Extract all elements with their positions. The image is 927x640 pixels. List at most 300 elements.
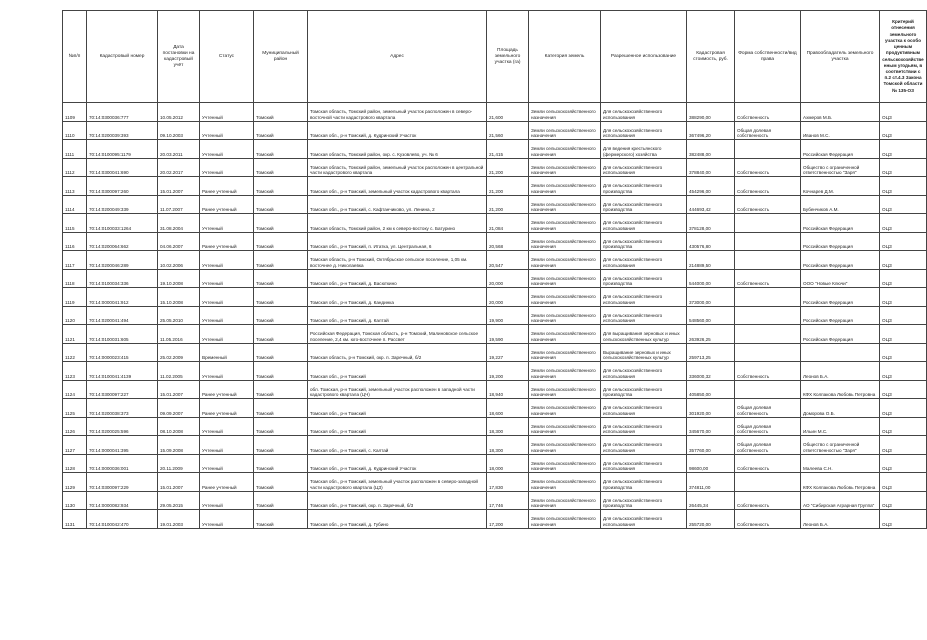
- table-row: [63, 436, 927, 455]
- cell-cadastral-number: 70:14:0200041:494: [87, 306, 158, 325]
- cell-permitted-use: Для сельскохозяйственного использования: [601, 158, 687, 177]
- cell-ownership-form: [735, 232, 801, 251]
- cell-number: 1123: [63, 362, 87, 381]
- cell-permitted-use: Для сельскохозяйственного использования: [601, 399, 687, 418]
- cell-ownership-form: Собственность: [735, 158, 801, 177]
- cell-ownership-form: Собственность: [735, 491, 801, 510]
- cell-registration-date: 15.01.2007: [158, 177, 200, 196]
- cell-status: Учтенный: [200, 288, 254, 307]
- cell-status: Учтенный: [200, 121, 254, 140]
- cell-number: 1128: [63, 454, 87, 473]
- cell-address: Томская обл., р-н Томский, д. Кудринский Участок: [308, 121, 487, 140]
- cell-cadastral-number: 70:14:0200064:662: [87, 232, 158, 251]
- cell-status: Ранее учтенный: [200, 195, 254, 214]
- table-row: [63, 491, 927, 510]
- cell-criterion: ОЦЗ: [880, 140, 927, 159]
- cell-municipal-district: Томский: [254, 417, 308, 436]
- cell-status: Ранее учтенный: [200, 177, 254, 196]
- cell-land-category: Земли сельскохозяйственного назначения: [529, 380, 601, 399]
- cell-ownership-form: [735, 251, 801, 270]
- cell-municipal-district: Томский: [254, 158, 308, 177]
- cell-right-holder: Общество с ограниченной ответственностью "Заря": [801, 436, 880, 455]
- cell-registration-date: 20.03.2011: [158, 140, 200, 159]
- cell-area: 21,560: [487, 121, 529, 140]
- cell-cadastral-value: 454296,00: [687, 177, 735, 196]
- cell-criterion: ОЦЗ: [880, 417, 927, 436]
- cell-land-category: Земли сельскохозяйственного назначения: [529, 491, 601, 510]
- cell-number: 1116: [63, 232, 87, 251]
- cell-municipal-district: Томский: [254, 436, 308, 455]
- cell-criterion: ОЦЗ: [880, 343, 927, 362]
- header-cell-ownership-form: Форма собственности/вид права: [735, 11, 801, 103]
- cell-right-holder: Российская Федерация: [801, 214, 880, 233]
- table-row: [63, 454, 927, 473]
- cell-municipal-district: Томский: [254, 399, 308, 418]
- cell-area: 17,746: [487, 491, 529, 510]
- cell-ownership-form: Собственность: [735, 362, 801, 381]
- cell-number: 1120: [63, 306, 87, 325]
- cell-status: Ранее учтенный: [200, 232, 254, 251]
- cell-number: 1113: [63, 177, 87, 196]
- cell-land-category: Земли сельскохозяйственного назначения: [529, 214, 601, 233]
- cell-address: Российская Федерация, Томская область, р-н Томский, Малиновское сельское поселение, 2,4 км. юго-восточнее п. Рассвет: [308, 325, 487, 344]
- cell-right-holder: Российская Федерация: [801, 140, 880, 159]
- cell-permitted-use: Для сельскохозяйственного производства: [601, 269, 687, 288]
- cell-number: 1127: [63, 436, 87, 455]
- cell-area: 21,600: [487, 103, 529, 122]
- cell-criterion: ОЦЗ: [880, 399, 927, 418]
- cell-registration-date: 25.02.2009: [158, 343, 200, 362]
- cell-cadastral-number: 70:14:0200038:373: [87, 399, 158, 418]
- cell-number: 1114: [63, 195, 87, 214]
- cell-number: 1117: [63, 251, 87, 270]
- cell-registration-date: 19.10.2008: [158, 269, 200, 288]
- cell-address: Томская обл., р-н Томский, земельный участок кадастрового квартала: [308, 177, 487, 196]
- cell-cadastral-number: 70:14:0300097:260: [87, 177, 158, 196]
- cell-criterion: ОЦЗ: [880, 158, 927, 177]
- cell-area: 19,590: [487, 325, 529, 344]
- cell-permitted-use: Для сельскохозяйственного использования: [601, 214, 687, 233]
- cell-cadastral-value: 345670,00: [687, 417, 735, 436]
- cell-cadastral-value: 430576,80: [687, 232, 735, 251]
- cell-municipal-district: Томский: [254, 362, 308, 381]
- cell-municipal-district: Томский: [254, 232, 308, 251]
- cell-registration-date: 11.02.2005: [158, 362, 200, 381]
- cell-address: обл. Томская, р-н Томский, земельный участок расположен в западной части кадастрового квартала (ЦЧ): [308, 380, 487, 399]
- cell-land-category: Земли сельскохозяйственного назначения: [529, 362, 601, 381]
- cell-permitted-use: Для сельскохозяйственного использования: [601, 454, 687, 473]
- cell-right-holder: Российская Федерация: [801, 288, 880, 307]
- cell-address: Томская обл., р-н Томский, с. Кафтанчиково, ул. Ленина, 2: [308, 195, 487, 214]
- cell-address: Томская обл., р-н Томский: [308, 417, 487, 436]
- cell-criterion: ОЦЗ: [880, 177, 927, 196]
- cell-status: Учтенный: [200, 417, 254, 436]
- table-header: [63, 11, 927, 103]
- cell-registration-date: 31.08.2004: [158, 214, 200, 233]
- cell-municipal-district: Томский: [254, 214, 308, 233]
- cell-criterion: ОЦЗ: [880, 306, 927, 325]
- cell-status: Ранее учтенный: [200, 380, 254, 399]
- cell-ownership-form: Общая долевая собственность: [735, 399, 801, 418]
- cell-land-category: Земли сельскохозяйственного назначения: [529, 232, 601, 251]
- cell-registration-date: 20.11.2009: [158, 454, 200, 473]
- table-row: [63, 325, 927, 344]
- cell-ownership-form: [735, 288, 801, 307]
- cell-area: 21,200: [487, 177, 529, 196]
- cell-right-holder: Доморова О.Б.: [801, 399, 880, 418]
- cell-cadastral-number: 70:14:0100041:4139: [87, 362, 158, 381]
- cell-status: Учтенный: [200, 269, 254, 288]
- cell-right-holder: Общество с ограниченной ответственностью "Заря": [801, 158, 880, 177]
- cell-registration-date: 15.10.2008: [158, 288, 200, 307]
- cell-number: 1130: [63, 491, 87, 510]
- cell-address: Томская обл., р-н Томский, п. Итатка, ул. Центральная, 6: [308, 232, 487, 251]
- cell-address: Томская обл., р-н Томский: [308, 362, 487, 381]
- header-cell-land-category: Категория земель: [529, 11, 601, 103]
- cell-registration-date: 10.05.2012: [158, 103, 200, 122]
- cell-cadastral-value: 405850,00: [687, 380, 735, 399]
- cell-land-category: Земли сельскохозяйственного назначения: [529, 454, 601, 473]
- cell-registration-date: 10.02.2006: [158, 251, 200, 270]
- cell-right-holder: КФХ Колпакова Любовь Петровна: [801, 380, 880, 399]
- cell-land-category: Земли сельскохозяйственного назначения: [529, 417, 601, 436]
- table-row: [63, 510, 927, 529]
- header-row: [63, 11, 927, 103]
- cell-land-category: Земли сельскохозяйственного назначения: [529, 325, 601, 344]
- cell-address: Томская обл., р-н Томский, д. Губино: [308, 510, 487, 529]
- cell-criterion: ОЦЗ: [880, 491, 927, 510]
- cell-cadastral-number: 70:14:0200025:596: [87, 417, 158, 436]
- table-row: [63, 214, 927, 233]
- cell-criterion: ОЦЗ: [880, 214, 927, 233]
- cell-address: Томская обл., р-н Томский, д. Васюткино: [308, 269, 487, 288]
- cell-area: 18,300: [487, 436, 529, 455]
- cell-area: 21,415: [487, 140, 529, 159]
- cell-permitted-use: Для выращивания зерновых и иных сельскохозяйственных культур: [601, 325, 687, 344]
- cell-cadastral-number: 70:14:0200046:289: [87, 251, 158, 270]
- cell-area: 18,940: [487, 380, 529, 399]
- cell-municipal-district: Томский: [254, 251, 308, 270]
- cell-status: Временный: [200, 343, 254, 362]
- cell-cadastral-value: 388290,00: [687, 103, 735, 122]
- table-row: [63, 288, 927, 307]
- cell-permitted-use: Для сельскохозяйственного использования: [601, 510, 687, 529]
- cell-permitted-use: Для сельскохозяйственного использования: [601, 436, 687, 455]
- cell-cadastral-number: 70:14:0000041:912: [87, 288, 158, 307]
- cell-cadastral-value: 548560,00: [687, 306, 735, 325]
- cell-ownership-form: [735, 325, 801, 344]
- cell-land-category: Земли сельскохозяйственного назначения: [529, 288, 601, 307]
- header-cell-cadastral-number: Кадастровый номер: [87, 11, 158, 103]
- cell-number: 1121: [63, 325, 87, 344]
- cell-cadastral-number: 70:14:0200039:393: [87, 121, 158, 140]
- cell-address: Томская область, Томский район, 2 км к северо-востоку с. Батурино: [308, 214, 487, 233]
- table-body: [63, 103, 927, 529]
- cell-registration-date: 11.05.2016: [158, 325, 200, 344]
- cell-ownership-form: Собственность: [735, 195, 801, 214]
- cell-area: 19,900: [487, 306, 529, 325]
- cell-criterion: ОЦЗ: [880, 380, 927, 399]
- cell-area: 21,200: [487, 158, 529, 177]
- cell-cadastral-value: 214889,50: [687, 251, 735, 270]
- cell-cadastral-number: 70:14:0000082:934: [87, 491, 158, 510]
- cell-registration-date: 15.01.2007: [158, 380, 200, 399]
- cell-registration-date: 15.09.2008: [158, 436, 200, 455]
- cell-address: Томская область, Томский район, земельный участок расположен в центральной части кадастрового квартала: [308, 158, 487, 177]
- cell-land-category: Земли сельскохозяйственного назначения: [529, 306, 601, 325]
- cell-ownership-form: Собственность: [735, 177, 801, 196]
- cell-number: 1119: [63, 288, 87, 307]
- cell-right-holder: Российская Федерация: [801, 325, 880, 344]
- cell-criterion: ОЦЗ: [880, 362, 927, 381]
- cell-criterion: ОЦЗ: [880, 251, 927, 270]
- table-row: [63, 251, 927, 270]
- cell-municipal-district: Томский: [254, 473, 308, 492]
- table-row: [63, 343, 927, 362]
- header-cell-cadastral-value: Кадастровая стоимость, руб.: [687, 11, 735, 103]
- cell-cadastral-value: 444693,42: [687, 195, 735, 214]
- cell-land-category: Земли сельскохозяйственного назначения: [529, 473, 601, 492]
- cell-number: 1125: [63, 399, 87, 418]
- cell-cadastral-number: 70:14:0300097:227: [87, 380, 158, 399]
- cell-municipal-district: Томский: [254, 177, 308, 196]
- cell-ownership-form: [735, 343, 801, 362]
- cell-land-category: Земли сельскохозяйственного назначения: [529, 510, 601, 529]
- cell-cadastral-number: 70:14:0100033:1264: [87, 214, 158, 233]
- cell-number: 1111: [63, 140, 87, 159]
- cell-number: 1115: [63, 214, 87, 233]
- cell-area: 19,200: [487, 362, 529, 381]
- cell-land-category: Земли сельскохозяйственного назначения: [529, 158, 601, 177]
- cell-number: 1126: [63, 417, 87, 436]
- cell-permitted-use: Для сельскохозяйственного использования: [601, 288, 687, 307]
- header-cell-municipal-district: Муниципальный район: [254, 11, 308, 103]
- cell-area: 17,200: [487, 510, 529, 529]
- cell-status: Учтенный: [200, 103, 254, 122]
- cell-municipal-district: Томский: [254, 195, 308, 214]
- cell-ownership-form: Общая долевая собственность: [735, 436, 801, 455]
- cell-right-holder: Кочнарев Д.М.: [801, 177, 880, 196]
- cell-status: Учтенный: [200, 454, 254, 473]
- cell-permitted-use: Для сельскохозяйственного использования: [601, 251, 687, 270]
- cell-cadastral-value: 263926,25: [687, 325, 735, 344]
- cell-right-holder: Малеева С.Н.: [801, 454, 880, 473]
- cell-area: 18,600: [487, 399, 529, 418]
- cell-number: 1110: [63, 121, 87, 140]
- cell-permitted-use: Для сельскохозяйственного производства: [601, 195, 687, 214]
- cell-status: Учтенный: [200, 362, 254, 381]
- cell-address: Томская область, Томский район, окр. с. Кузовлево, уч. № 6: [308, 140, 487, 159]
- cell-criterion: ОЦЗ: [880, 325, 927, 344]
- cell-area: 19,227: [487, 343, 529, 362]
- cell-right-holder: ООО "Новые Ключи": [801, 269, 880, 288]
- cell-status: Учтенный: [200, 325, 254, 344]
- cell-municipal-district: Томский: [254, 306, 308, 325]
- cell-criterion: ОЦЗ: [880, 232, 927, 251]
- cell-area: 20,568: [487, 232, 529, 251]
- table-row: [63, 158, 927, 177]
- cell-cadastral-value: 378840,00: [687, 158, 735, 177]
- cell-right-holder: Иванов М.С.: [801, 121, 880, 140]
- cell-cadastral-value: 382488,00: [687, 140, 735, 159]
- cell-land-category: Земли сельскохозяйственного назначения: [529, 436, 601, 455]
- cell-ownership-form: Общая долевая собственность: [735, 417, 801, 436]
- cell-cadastral-value: 378128,00: [687, 214, 735, 233]
- cell-status: Учтенный: [200, 214, 254, 233]
- cell-registration-date: 20.02.2017: [158, 158, 200, 177]
- cell-area: 20,000: [487, 269, 529, 288]
- table-row: [63, 177, 927, 196]
- cell-status: Ранее учтенный: [200, 473, 254, 492]
- cell-status: Учтенный: [200, 510, 254, 529]
- table-row: [63, 269, 927, 288]
- cell-address: Томская область, Томский район, земельный участок расположен в северо-восточной части кадастрового квартала: [308, 103, 487, 122]
- cell-land-category: Земли сельскохозяйственного назначения: [529, 195, 601, 214]
- cell-area: 21,084: [487, 214, 529, 233]
- cell-status: Учтенный: [200, 158, 254, 177]
- header-cell-registration-date: Дата постановки на кадастровый учёт: [158, 11, 200, 103]
- cell-ownership-form: [735, 214, 801, 233]
- cell-cadastral-value: 373000,00: [687, 288, 735, 307]
- cell-cadastral-number: 70:14:0300036:777: [87, 103, 158, 122]
- cell-address: Томская область, р-н Томский, Октябрьское сельское поселение, 1,05 км. восточнее д. Николаевка: [308, 251, 487, 270]
- cell-municipal-district: Томский: [254, 491, 308, 510]
- cell-number: 1109: [63, 103, 87, 122]
- cell-number: 1112: [63, 158, 87, 177]
- cell-permitted-use: Для ведения крестьянского (фермерского) хозяйства: [601, 140, 687, 159]
- cell-right-holder: Российская Федерация: [801, 306, 880, 325]
- spreadsheet-page: [62, 10, 924, 529]
- cell-land-category: Земли сельскохозяйственного назначения: [529, 140, 601, 159]
- cell-cadastral-number: 70:14:0000041:395: [87, 436, 158, 455]
- cell-criterion: ОЦЗ: [880, 121, 927, 140]
- cell-ownership-form: [735, 306, 801, 325]
- cell-municipal-district: Томский: [254, 140, 308, 159]
- cell-area: 20,000: [487, 288, 529, 307]
- cell-registration-date: 09.10.2003: [158, 121, 200, 140]
- cell-registration-date: 25.05.2010: [158, 306, 200, 325]
- cell-address: Томская обл., р-н Томский: [308, 399, 487, 418]
- cell-cadastral-number: 70:14:0300041:690: [87, 158, 158, 177]
- cell-cadastral-number: 70:14:0100031:605: [87, 325, 158, 344]
- header-cell-address: Адрес: [308, 11, 487, 103]
- cell-permitted-use: Для сельскохозяйственного использования: [601, 103, 687, 122]
- cell-cadastral-value: 255720,00: [687, 510, 735, 529]
- header-cell-area: Площадь земельного участка (га): [487, 11, 529, 103]
- cell-ownership-form: Собственность: [735, 103, 801, 122]
- table-row: [63, 380, 927, 399]
- cell-right-holder: КФХ Колпакова Любовь Петровна: [801, 473, 880, 492]
- cell-permitted-use: Для сельскохозяйственного использования: [601, 362, 687, 381]
- cell-address: Томская обл., р-н Томский, с. Калтай: [308, 436, 487, 455]
- cell-registration-date: 09.09.2007: [158, 399, 200, 418]
- cell-number: 1129: [63, 473, 87, 492]
- cell-number: 1118: [63, 269, 87, 288]
- cell-cadastral-value: 367496,20: [687, 121, 735, 140]
- cell-registration-date: 19.01.2003: [158, 510, 200, 529]
- cell-status: Учтенный: [200, 251, 254, 270]
- cell-right-holder: АО "Сибирская Аграрная Группа": [801, 491, 880, 510]
- header-cell-permitted-use: Разрешенное использование: [601, 11, 687, 103]
- cell-cadastral-number: 70:14:0000023:415: [87, 343, 158, 362]
- cell-right-holder: Ахмеров М.Б.: [801, 103, 880, 122]
- cell-area: 20,547: [487, 251, 529, 270]
- cell-area: 17,830: [487, 473, 529, 492]
- cell-permitted-use: Для сельскохозяйственного производства: [601, 232, 687, 251]
- cell-status: Учтенный: [200, 140, 254, 159]
- table-row: [63, 232, 927, 251]
- cell-number: 1131: [63, 510, 87, 529]
- cell-criterion: ОЦЗ: [880, 195, 927, 214]
- cell-permitted-use: Для сельскохозяйственного использования: [601, 417, 687, 436]
- table-row: [63, 103, 927, 122]
- cell-area: 21,200: [487, 195, 529, 214]
- cell-cadastral-value: 26445,34: [687, 491, 735, 510]
- cell-land-category: Земли сельскохозяйственного назначения: [529, 343, 601, 362]
- cell-permitted-use: Для сельскохозяйственного производства: [601, 473, 687, 492]
- cell-ownership-form: [735, 380, 801, 399]
- cell-ownership-form: [735, 140, 801, 159]
- header-cell-number: №п/п: [63, 11, 87, 103]
- cell-municipal-district: Томский: [254, 454, 308, 473]
- cell-right-holder: Ильин М.С.: [801, 417, 880, 436]
- table-row: [63, 121, 927, 140]
- cell-permitted-use: Для сельскохозяйственного использования: [601, 306, 687, 325]
- cell-ownership-form: Собственность: [735, 454, 801, 473]
- cell-address: Томская обл., р-н Томский, земельный участок расположен в северо-западной части кадастрового квартала (ЦЗ): [308, 473, 487, 492]
- table-row: [63, 306, 927, 325]
- cell-number: 1124: [63, 380, 87, 399]
- cell-registration-date: 08.10.2008: [158, 417, 200, 436]
- cell-land-category: Земли сельскохозяйственного назначения: [529, 399, 601, 418]
- cell-municipal-district: Томский: [254, 121, 308, 140]
- table-row: [63, 140, 927, 159]
- cell-registration-date: 11.07.2007: [158, 195, 200, 214]
- cell-criterion: ОЦЗ: [880, 473, 927, 492]
- cell-land-category: Земли сельскохозяйственного назначения: [529, 269, 601, 288]
- cell-address: Томская обл., р-н Томский, д. Кандинка: [308, 288, 487, 307]
- cell-cadastral-value: 259713,25: [687, 343, 735, 362]
- header-cell-status: Статус: [200, 11, 254, 103]
- cell-cadastral-value: 544000,00: [687, 269, 735, 288]
- cell-address: Томская обл., р-н Томский, д. Кудринский Участок: [308, 454, 487, 473]
- cell-area: 18,000: [487, 454, 529, 473]
- cell-land-category: Земли сельскохозяйственного назначения: [529, 121, 601, 140]
- cell-permitted-use: Выращивание зерновых и иных сельскохозяйственных культур: [601, 343, 687, 362]
- cell-permitted-use: Для сельскохозяйственного производства: [601, 380, 687, 399]
- cell-right-holder: Российская Федерация: [801, 232, 880, 251]
- cell-municipal-district: Томский: [254, 269, 308, 288]
- cell-cadastral-value: 98600,00: [687, 454, 735, 473]
- cell-registration-date: 15.01.2007: [158, 473, 200, 492]
- cell-cadastral-value: 336000,32: [687, 362, 735, 381]
- cell-right-holder: Российская Федерация: [801, 251, 880, 270]
- cell-permitted-use: Для сельскохозяйственного производства: [601, 491, 687, 510]
- cell-criterion: ОЦЗ: [880, 436, 927, 455]
- cell-municipal-district: Томский: [254, 343, 308, 362]
- cell-cadastral-value: 357760,00: [687, 436, 735, 455]
- cell-land-category: Земли сельскохозяйственного назначения: [529, 103, 601, 122]
- cell-status: Учтенный: [200, 491, 254, 510]
- cell-address: Томская обл., р-н Томский, д. Калтай: [308, 306, 487, 325]
- cell-cadastral-number: 70:14:0100034:336: [87, 269, 158, 288]
- table-row: [63, 473, 927, 492]
- cell-registration-date: 29.05.2015: [158, 491, 200, 510]
- cell-area: 18,300: [487, 417, 529, 436]
- cell-cadastral-number: 70:14:0100042:470: [87, 510, 158, 529]
- cell-ownership-form: Собственность: [735, 510, 801, 529]
- header-cell-criterion: Критерий отнесения земельного участка к особо ценным продуктивным сельскохозяйственным угодьям, в соответствии с п.2 ст.4.3 Закона Томской области № 135-ОЗ: [880, 11, 927, 103]
